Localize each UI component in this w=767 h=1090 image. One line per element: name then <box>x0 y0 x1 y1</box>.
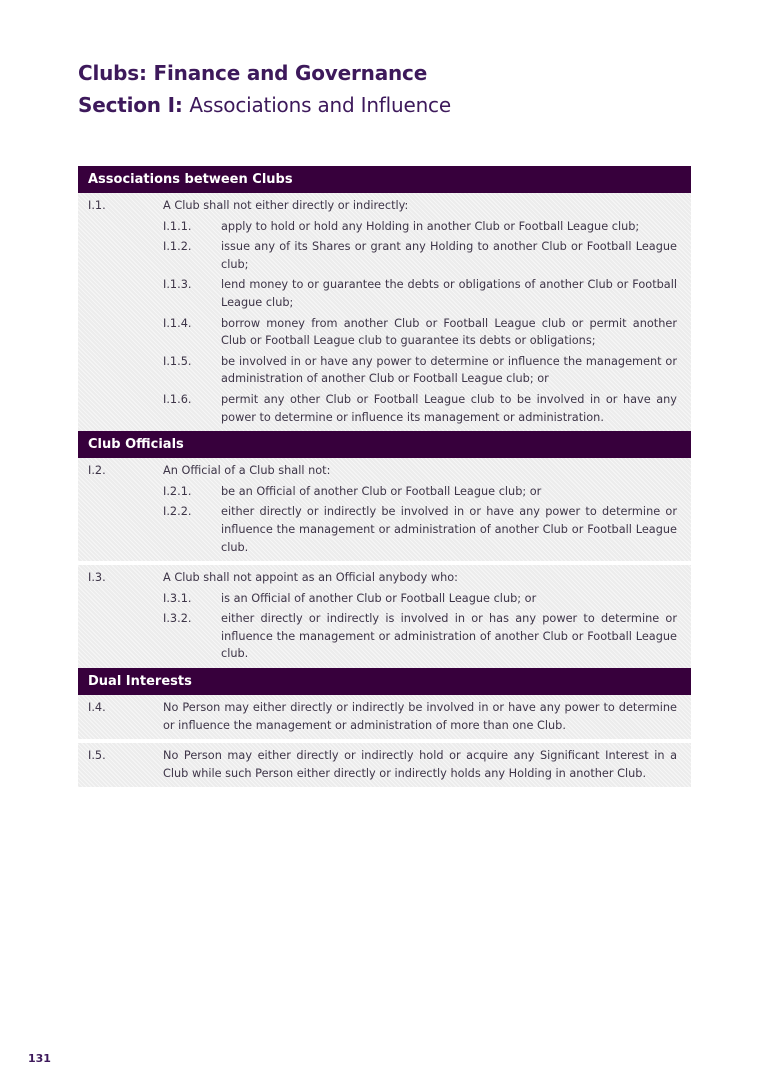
rule-block <box>78 193 691 431</box>
rule-text: No Person may either directly or indirectly hold or acquire any Significant Interest in a Club while such Person either directly or indirectly holds any Holding in another Club. <box>163 749 677 780</box>
sub-rule-row <box>88 503 677 556</box>
sub-rule-text: is an Official of another Club or Football League club; or <box>221 591 537 605</box>
sub-rule-text: issue any of its Shares or grant any Holding to another Club or Football League club; <box>221 240 677 271</box>
sub-rule-number: I.1.2. <box>163 240 192 254</box>
sub-rule-number: I.1.3. <box>163 278 192 292</box>
sub-rule-number: I.3.2. <box>163 612 192 626</box>
sub-rule-number: I.1.5. <box>163 354 192 368</box>
rule-text: An Official of a Club shall not: <box>163 464 331 478</box>
rule-number: I.4. <box>88 701 106 715</box>
sub-rule-text: either directly or indirectly be involved in or have any power to determine or influence the management or administration of another Club or Football League club. <box>221 505 677 554</box>
rule-number: I.5. <box>88 749 106 763</box>
sub-rule-number: I.2.2. <box>163 505 192 519</box>
sub-rule-text: permit any other Club or Football League club to be involved in or have any power to determine or influence its management or administration. <box>221 392 677 424</box>
sub-rule-row <box>88 315 677 350</box>
sub-rule-text: borrow money from another Club or Football League club or permit another Club or Football League club to guarantee its debts or obligations; <box>221 316 677 348</box>
section-title-prefix: Section I: <box>78 93 183 117</box>
section-title <box>78 93 451 117</box>
rule-row <box>88 197 677 215</box>
rule-block <box>78 695 691 739</box>
rule-row <box>88 462 677 480</box>
sub-rule-row <box>88 483 677 501</box>
sub-rule-row <box>88 590 677 608</box>
sub-rule-number: I.2.1. <box>163 484 192 498</box>
rule-block <box>78 565 691 668</box>
page-number: 131 <box>28 1052 51 1065</box>
rule-text: A Club shall not appoint as an Official anybody who: <box>163 571 458 585</box>
sub-rule-text: lend money to or guarantee the debts or obligations of another Club or Football League club; <box>221 278 677 309</box>
section-header-dual-interests: Dual Interests <box>78 668 691 695</box>
rule-number: I.1. <box>88 199 106 212</box>
rule-block <box>78 743 691 787</box>
sub-rule-row <box>88 610 677 663</box>
sub-rule-text: be an Official of another Club or Football League club; or <box>221 484 542 498</box>
section-header-club-officials: Club Officials <box>78 431 691 458</box>
sub-rule-row <box>88 276 677 311</box>
rule-number: I.3. <box>88 571 106 585</box>
rule-row <box>88 699 677 734</box>
rule-row <box>88 569 677 587</box>
rule-block <box>78 458 691 561</box>
sub-rule-row <box>88 238 677 273</box>
sub-rule-number: I.3.1. <box>163 591 192 605</box>
rule-row <box>88 747 677 782</box>
section-header-associations: Associations between Clubs <box>78 166 691 193</box>
sub-rule-text: apply to hold or hold any Holding in another Club or Football League club; <box>221 219 640 233</box>
rule-text: A Club shall not either directly or indirectly: <box>163 199 409 212</box>
sub-rule-row <box>88 391 677 426</box>
sub-rule-number: I.1.6. <box>163 392 192 406</box>
rules-table <box>78 166 691 787</box>
sub-rule-number: I.1.4. <box>163 316 192 330</box>
rule-text: No Person may either directly or indirectly be involved in or have any power to determine or influence the management or administration of more than one Club. <box>163 701 677 732</box>
rule-number: I.2. <box>88 464 106 478</box>
sub-rule-row <box>88 218 677 236</box>
section-title-text: Associations and Influence <box>189 93 451 117</box>
page-title: Clubs: Finance and Governance <box>78 61 428 85</box>
sub-rule-text: be involved in or have any power to determine or influence the management or administration of another Club or Football League club; or <box>221 354 677 386</box>
sub-rule-text: either directly or indirectly is involved in or has any power to determine or influence the management or administration of another Club or Football League club. <box>221 612 677 661</box>
sub-rule-row <box>88 353 677 388</box>
sub-rule-number: I.1.1. <box>163 219 192 233</box>
